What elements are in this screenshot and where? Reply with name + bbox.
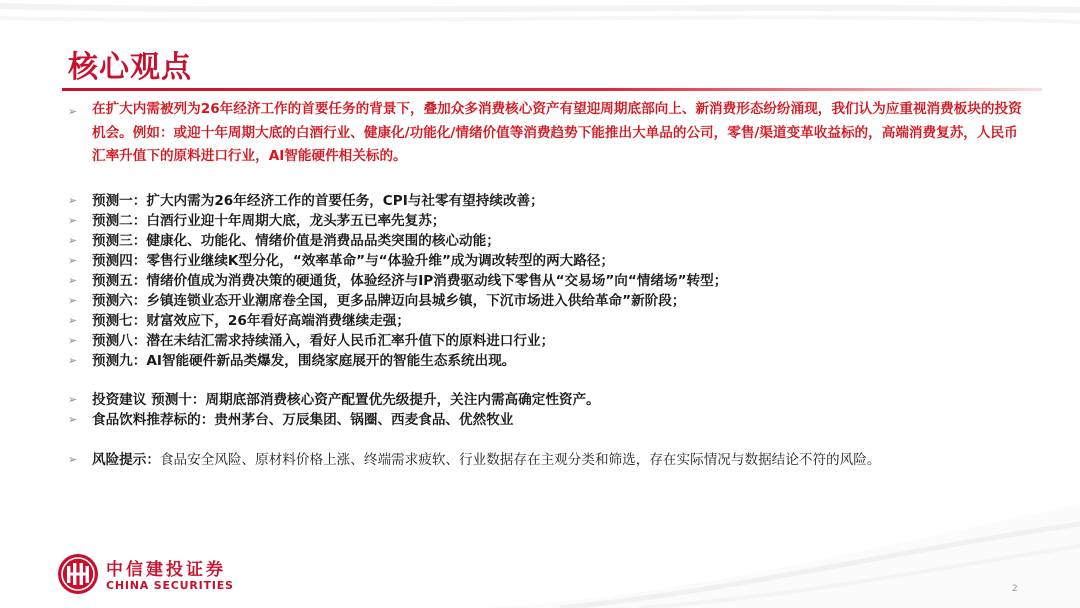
- forecast-item-6: [66, 291, 1030, 311]
- chevron-right-icon: ➢: [68, 313, 78, 327]
- forecast-item-4: [66, 251, 1030, 271]
- chevron-right-icon: ➢: [68, 105, 78, 118]
- forecast-text: 扩大内需为26年经济工作的首要任务，CPI与社零有望持续改善；: [146, 192, 544, 209]
- stock-picks: [66, 410, 1030, 430]
- content-body: [66, 98, 1030, 470]
- forecast-text: 财富效应下，26年看好高端消费继续走强；: [146, 312, 410, 329]
- forecast-label: 预测一：: [92, 192, 147, 209]
- chevron-right-icon: ➢: [68, 333, 78, 347]
- forecast-item-8: [66, 331, 1030, 351]
- footer-decoration: [480, 480, 1080, 608]
- forecast-text: 白酒行业迎十年周期大底，龙头茅五已率先复苏；: [146, 212, 446, 229]
- risk-warning: [66, 450, 1030, 470]
- forecast-item-5: [66, 271, 1030, 291]
- forecast-label: 预测二：: [92, 212, 147, 229]
- china-securities-logo-icon: [56, 552, 100, 596]
- chevron-right-icon: ➢: [68, 213, 78, 227]
- forecast-text: 情绪价值成为消费决策的硬通货，体验经济与IP消费驱动线下零售从“交易场”向“情绪场”转型；: [146, 272, 728, 289]
- forecast-label: 预测六：: [92, 292, 147, 309]
- brand-name-en: CHINA SECURITIES: [106, 579, 234, 592]
- chevron-right-icon: ➢: [68, 273, 78, 287]
- chevron-right-icon: ➢: [68, 452, 78, 466]
- forecast-item-3: [66, 231, 1030, 251]
- forecast-text: 零售行业继续K型分化，“效率革命”与“体验升维”成为调改转型的两大路径；: [146, 252, 615, 269]
- forecast-text: 健康化、功能化、情绪价值是消费品品类突围的核心动能；: [146, 232, 500, 249]
- chevron-right-icon: ➢: [68, 193, 78, 207]
- stock-picks-text: 食品饮料推荐标的：贵州茅台、万辰集团、锅圈、西麦食品、优然牧业: [92, 411, 514, 428]
- risk-text: 食品安全风险、原材料价格上涨、终端需求疲软、行业数据存在主观分类和筛选，存在实际情况与数据结论不符的风险。: [159, 451, 881, 468]
- chevron-right-icon: ➢: [68, 253, 78, 267]
- forecast-item-2: [66, 211, 1030, 231]
- forecast-label: 预测四：: [92, 252, 147, 269]
- investment-advice-text: 投资建议 预测十：周期底部消费核心资产配置优先级提升，关注内需高确定性资产。: [92, 391, 600, 408]
- forecast-item-1: [66, 191, 1030, 211]
- forecast-text: 潜在未结汇需求持续涌入，看好人民币汇率升值下的原料进口行业；: [146, 332, 555, 349]
- forecast-label: 预测七：: [92, 312, 147, 329]
- chevron-right-icon: ➢: [68, 353, 78, 367]
- forecast-item-9: [66, 351, 1030, 371]
- forecast-label: 预测八：: [92, 332, 147, 349]
- risk-label: 风险提示：: [92, 451, 160, 468]
- chevron-right-icon: ➢: [68, 293, 78, 307]
- brand-name-cn: 中信建投证券: [106, 560, 226, 580]
- investment-advice: [66, 390, 1030, 410]
- chevron-right-icon: ➢: [68, 233, 78, 247]
- title-underline: [62, 88, 1042, 91]
- intro-paragraph: [66, 98, 1030, 169]
- slide-title: 核心观点: [68, 50, 192, 85]
- forecast-label: 预测九：: [92, 352, 147, 369]
- forecast-item-7: [66, 311, 1030, 331]
- intro-text: 在扩大内需被列为26年经济工作的首要任务的背景下，叠加众多消费核心资产有望迎周期底部向上、新消费形态纷纷涌现，我们认为应重视消费板块的投资机会。例如：或迎十年周期大底的白酒行业、健康化/功能化/情绪价值等消费趋势下能推出大单品的公司，零售/渠道变革收益标的，高端消费复苏，人民币汇率升值下的原料进口行业，AI智能硬件相关标的。: [92, 101, 1022, 164]
- chevron-right-icon: ➢: [68, 392, 78, 406]
- chevron-right-icon: ➢: [68, 412, 78, 426]
- page-number: 2: [1012, 584, 1018, 594]
- forecast-text: 乡镇连锁业态开业潮席卷全国，更多品牌迈向县城乡镇，下沉市场进入供给革命”新阶段；: [146, 292, 686, 309]
- forecast-label: 预测五：: [92, 272, 147, 289]
- forecast-label: 预测三：: [92, 232, 147, 249]
- forecast-text: AI智能硬件新品类爆发，围绕家庭展开的智能生态系统出现。: [146, 352, 516, 369]
